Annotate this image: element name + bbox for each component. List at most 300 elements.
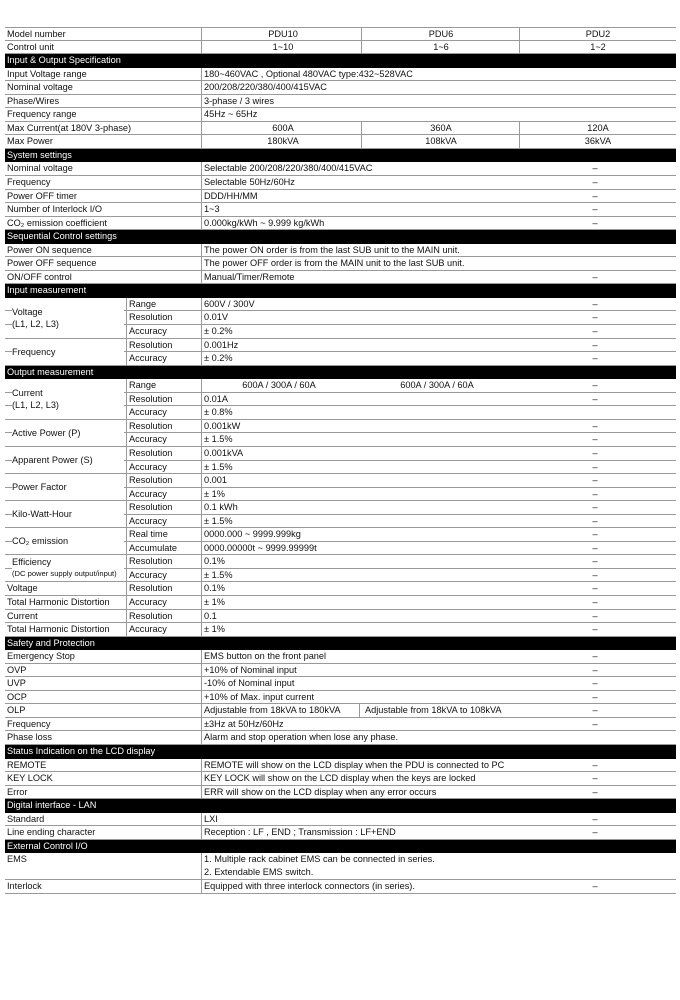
spec-value: Equipped with three interlock connectors (in series). [204,881,415,892]
spec-row [5,190,676,204]
spec-label: UVP [7,678,26,689]
spec-label: Max Power [7,136,53,147]
control-pdu6: 1~6 [433,41,449,52]
pdu2-dash: – [592,596,598,607]
pdu2-dash: – [592,515,598,526]
section-title: External Control I/O [7,840,88,851]
column-divider [201,555,202,568]
measurement-value: 0.001Hz [204,339,239,350]
pdu2-dash: – [592,556,598,567]
spec-label: CO₂ emission coefficient [7,217,107,228]
measurement-type: Resolution [129,339,173,350]
column-divider [201,569,202,582]
column-divider [361,41,362,54]
pdu2-dash: – [592,312,598,323]
spec-value: 0.000kg/kWh ~ 9.999 kg/kWh [204,217,325,228]
pdu2-dash: – [592,393,598,404]
column-divider [126,352,127,365]
value-pdu2: 36kVA [584,136,612,147]
spec-value: 200/208/220/380/400/415VAC [204,82,327,93]
control-pdu10: 1~10 [272,41,294,52]
current-group-label [12,379,124,419]
spec-label: Power OFF sequence [7,258,97,269]
model-label: Model number [7,29,66,39]
spec-label: Number of Interlock I/O [7,204,102,215]
pdu2-dash: – [592,583,598,594]
spec-value: Alarm and stop operation when lose any phase. [204,732,399,743]
pdu2-dash: – [592,651,598,662]
section-system [5,149,676,163]
spec-value: REMOTE will show on the LCD display when the PDU is connected to PC [204,759,505,770]
column-divider [201,474,202,487]
thd-row [5,623,676,637]
column-divider [201,81,202,94]
pdu2-dash: – [592,177,598,188]
pdu2-dash: – [592,678,598,689]
column-divider [359,704,360,717]
section-output-measurement [5,366,676,380]
column-divider [201,325,202,338]
spec-label: Nominal voltage [7,163,73,174]
column-divider [201,135,202,148]
spec-label: Power OFF timer [7,190,77,201]
olp-row [5,704,676,718]
column-divider [201,718,202,731]
spec-label: Frequency [7,718,51,729]
column-divider [201,95,202,108]
spec-label: Emergency Stop [7,651,75,662]
spec-label: ON/OFF control [7,271,72,282]
column-divider [201,826,202,839]
column-divider [201,271,202,284]
section-sequential [5,230,676,244]
column-divider [201,41,202,54]
pdu2-dash: – [592,461,598,472]
spec-value: 1. Multiple rack cabinet EMS can be connected in series. [204,854,435,865]
column-divider [126,325,127,338]
spec-value: KEY LOCK will show on the LCD display when the keys are locked [204,773,476,784]
column-divider [201,68,202,81]
value-pdu10: 600A [272,122,294,133]
column-divider [126,596,127,609]
measurement-value: 0.1% [204,583,225,594]
frequency-group-label [12,339,124,365]
pdu2-dash: – [592,380,598,391]
value-pdu10: 180kVA [267,136,299,147]
olp-pdu10: Adjustable from 18kVA to 180kVA [204,705,341,716]
spec-label: Voltage [7,583,38,594]
model-pdu10: PDU10 [268,29,298,39]
measurement-value: 0.001kVA [204,447,244,458]
spec-row-max-power [5,135,676,149]
pdu2-dash: – [592,569,598,580]
thd-row [5,610,676,624]
measurement-type: Range [129,380,157,391]
column-divider [519,41,520,54]
column-divider [519,28,520,40]
measurement-value: ± 1.5% [204,569,233,580]
power-factor-label-text: Power Factor [12,482,67,493]
spec-row [5,244,676,258]
column-divider [519,135,520,148]
spec-value: LXI [204,813,218,824]
spec-row [5,759,676,773]
model-row [5,27,676,41]
control-unit-row [5,41,676,55]
pdu2-dash: – [592,529,598,540]
column-divider [201,691,202,704]
section-input-output [5,54,676,68]
column-divider [201,501,202,514]
pdu2-dash: – [592,827,598,838]
thd-row [5,582,676,596]
column-divider [361,28,362,40]
column-divider [201,190,202,203]
model-pdu6: PDU6 [428,29,454,39]
column-divider [201,650,202,663]
column-divider [201,257,202,270]
section-lan [5,799,676,813]
measurement-type: Accuracy [129,515,167,526]
column-divider [201,406,202,419]
spec-row [5,176,676,190]
column-divider [126,420,127,433]
pdu2-dash: – [592,475,598,486]
pdu2-dash: – [592,447,598,458]
apparent-power-label-text: Apparent Power (S) [12,455,93,466]
column-divider [201,623,202,636]
measurement-type: Resolution [129,475,173,486]
pdu2-dash: – [592,502,598,513]
column-divider [201,339,202,352]
measurement-type: Accuracy [129,569,167,580]
column-divider [201,582,202,595]
range-pdu6: 600A / 300A / 60A [400,380,474,391]
pdu2-dash: – [592,759,598,770]
spec-value: Selectable 200/208/220/380/400/415VAC [204,163,373,174]
measurement-type: Accuracy [129,596,167,607]
spec-label: Total Harmonic Distortion [7,624,110,635]
spec-table [5,27,676,894]
section-safety [5,637,676,651]
column-divider [201,203,202,216]
measurement-type: Accuracy [129,434,167,445]
spec-label: EMS [7,854,27,865]
spec-value: Selectable 50Hz/60Hz [204,177,295,188]
co2-label-text: CO₂ emission [12,536,69,547]
spec-row [5,772,676,786]
measurement-value: ± 1.5% [204,461,233,472]
spec-label: Frequency [7,177,51,188]
column-divider [201,528,202,541]
section-status [5,745,676,759]
column-divider [201,122,202,135]
pdu2-dash: – [592,190,598,201]
spec-label: OVP [7,664,27,675]
spec-row [5,731,676,745]
spec-row [5,718,676,732]
kwh-label [12,501,124,527]
column-divider [126,555,127,568]
measurement-type: Resolution [129,556,173,567]
section-title: Status Indication on the LCD display [7,745,156,756]
pdu2-dash: – [592,339,598,350]
measurement-value: 0.1 [204,610,217,621]
spec-label: KEY LOCK [7,773,53,784]
column-divider [201,217,202,230]
pdu2-dash: – [592,691,598,702]
column-divider [201,853,202,879]
section-title: Input & Output Specification [7,55,121,66]
value-pdu6: 360A [430,122,452,133]
spec-value: Reception : LF , END ; Transmission : LF+END [204,827,396,838]
column-divider [126,515,127,528]
column-divider [201,677,202,690]
measurement-type: Resolution [129,502,173,513]
spec-row [5,271,676,285]
measurement-value: 0.001kW [204,420,241,431]
interlock-row [5,880,676,894]
spec-value: Manual/Timer/Remote [204,271,295,282]
spec-row-phase-wires [5,95,676,109]
column-divider [126,433,127,446]
pdu2-dash: – [592,420,598,431]
spec-row [5,786,676,800]
pdu2-dash: – [592,326,598,337]
pdu2-dash: – [592,434,598,445]
efficiency-label-text: Efficiency [12,557,52,568]
spec-label: REMOTE [7,759,47,770]
measurement-value: ± 1% [204,596,225,607]
column-divider [201,515,202,528]
model-pdu2: PDU2 [585,29,611,39]
spec-label: Max Current(at 180V 3-phase) [7,122,132,133]
active-power-label [12,420,124,446]
section-input-measurement [5,284,676,298]
column-divider [201,244,202,257]
pdu2-dash: – [592,664,598,675]
measurement-value: 0.01V [204,312,229,323]
column-divider [201,433,202,446]
measurement-type: Accuracy [129,326,167,337]
spec-row [5,217,676,231]
spec-value: The power ON order is from the last SUB unit to the MAIN unit. [204,244,460,255]
spec-row-nominal-voltage [5,81,676,95]
active-power-label-text: Active Power (P) [12,428,81,439]
column-divider [201,596,202,609]
measurement-type: Resolution [129,447,173,458]
column-divider [126,610,127,623]
column-divider [201,664,202,677]
spec-value: -10% of Nominal input [204,678,295,689]
spec-row [5,813,676,827]
measurement-type: Accuracy [129,407,167,418]
column-divider [126,623,127,636]
pdu2-dash: – [592,813,598,824]
power-factor-label [12,474,124,500]
spec-value: The power OFF order is from the MAIN unit to the last SUB unit. [204,258,465,269]
column-divider [126,393,127,406]
spec-row [5,650,676,664]
pdu2-dash: – [592,786,598,797]
value-pdu2: 120A [587,122,609,133]
section-title: Digital interface - LAN [7,800,97,811]
measurement-type: Accuracy [129,353,167,364]
pdu2-dash: – [592,705,598,716]
column-divider [201,786,202,799]
spec-row [5,203,676,217]
spec-value: 180~460VAC , Optional 480VAC type:432~528VAC [204,68,413,79]
spec-row [5,162,676,176]
column-divider [201,880,202,893]
measurement-value: ± 0.2% [204,353,233,364]
column-divider [126,542,127,555]
column-divider [201,813,202,826]
column-divider [126,447,127,460]
spec-label: Standard [7,813,45,824]
column-divider [201,162,202,175]
column-divider [201,108,202,121]
voltage-group-label-text: Voltage (L1, L2, L3) [12,306,59,329]
spec-row [5,664,676,678]
spec-label: Total Harmonic Distortion [7,596,110,607]
measurement-value: ± 0.8% [204,407,233,418]
column-divider [201,311,202,324]
pdu2-dash: – [592,163,598,174]
column-divider [201,542,202,555]
column-divider [361,135,362,148]
column-divider [201,772,202,785]
measurement-type: Accumulate [129,542,178,553]
current-group-label-text: Current (L1, L2, L3) [12,387,59,410]
spec-label: Line ending character [7,827,96,838]
column-divider [361,122,362,135]
spec-row-frequency-range [5,108,676,122]
section-title: Output measurement [7,366,94,377]
pdu2-dash: – [592,773,598,784]
measurement-type: Resolution [129,393,173,404]
column-divider [201,176,202,189]
pdu2-dash: – [592,353,598,364]
spec-row [5,677,676,691]
measurement-value: 0.1 kWh [204,502,238,513]
pdu2-dash: – [592,610,598,621]
column-divider [201,379,202,392]
column-divider [126,379,127,392]
column-divider [201,704,202,717]
olp-pdu6: Adjustable from 18kVA to 108kVA [365,705,502,716]
kwh-label-text: Kilo-Watt-Hour [12,509,72,520]
measurement-type: Range [129,298,157,309]
measurement-value: 0000.00000t ~ 9999.99999t [204,542,317,553]
spec-value: DDD/HH/MM [204,190,258,201]
column-divider [126,406,127,419]
spec-label: Error [7,786,28,797]
spec-label: OCP [7,691,27,702]
column-divider [201,731,202,744]
pdu2-dash: – [592,624,598,635]
column-divider [201,420,202,433]
measurement-value: 0.01A [204,393,229,404]
spec-label: Frequency range [7,109,77,120]
column-divider [201,488,202,501]
measurement-type: Real time [129,529,168,540]
spec-row [5,826,676,840]
column-divider [201,352,202,365]
value-pdu6: 108kVA [425,136,457,147]
spec-value: ±3Hz at 50Hz/60Hz [204,718,284,729]
spec-label: Interlock [7,881,42,892]
spec-value: +10% of Nominal input [204,664,297,675]
control-pdu2: 1~2 [590,41,606,52]
measurement-type: Resolution [129,420,173,431]
spec-value: ERR will show on the LCD display when any error occurs [204,786,437,797]
spec-value: 45Hz ~ 65Hz [204,109,258,120]
column-divider [201,447,202,460]
column-divider [126,528,127,541]
column-divider [126,339,127,352]
spec-label: Phase loss [7,732,52,743]
measurement-value: ± 1% [204,488,225,499]
co2-label [12,528,124,554]
measurement-value: 600V / 300V [204,298,255,309]
column-divider [126,569,127,582]
range-pdu10: 600A / 300A / 60A [242,380,316,391]
pdu2-dash: – [592,298,598,309]
section-title: Input measurement [7,285,87,296]
measurement-type: Accuracy [129,488,167,499]
frequency-group-label-text: Frequency [12,347,56,358]
measurement-value: ± 1% [204,624,225,635]
column-divider [201,759,202,772]
column-divider [126,298,127,311]
column-divider [201,28,202,40]
efficiency-label [12,555,124,581]
ems-row [5,853,676,880]
column-divider [126,488,127,501]
pdu2-dash: – [592,488,598,499]
spec-value: 3-phase / 3 wires [204,95,274,106]
spec-label: Power ON sequence [7,244,92,255]
spec-value: 2. Extendable EMS switch. [204,867,314,878]
spec-row-max-current [5,122,676,136]
thd-row [5,596,676,610]
pdu2-dash: – [592,271,598,282]
pdu2-dash: – [592,718,598,729]
measurement-value: 0.001 [204,475,227,486]
section-title: Safety and Protection [7,637,95,648]
spec-label: OLP [7,705,26,716]
column-divider [201,461,202,474]
spec-value: +10% of Max. input current [204,691,315,702]
spec-value: 1~3 [204,204,220,215]
column-divider [126,474,127,487]
voltage-group-label [12,298,124,338]
column-divider [201,298,202,311]
measurement-value: 0000.000 ~ 9999.999kg [204,529,301,540]
spec-row-input-voltage-range [5,68,676,82]
measurement-type: Accuracy [129,624,167,635]
pdu2-dash: – [592,217,598,228]
spec-row [5,691,676,705]
measurement-type: Accuracy [129,461,167,472]
measurement-type: Resolution [129,583,173,594]
control-label: Control unit [7,41,54,52]
efficiency-note: (DC power supply output/input) [12,569,117,579]
section-title: Sequential Control settings [7,231,117,242]
measurement-value: ± 1.5% [204,434,233,445]
column-divider [126,461,127,474]
